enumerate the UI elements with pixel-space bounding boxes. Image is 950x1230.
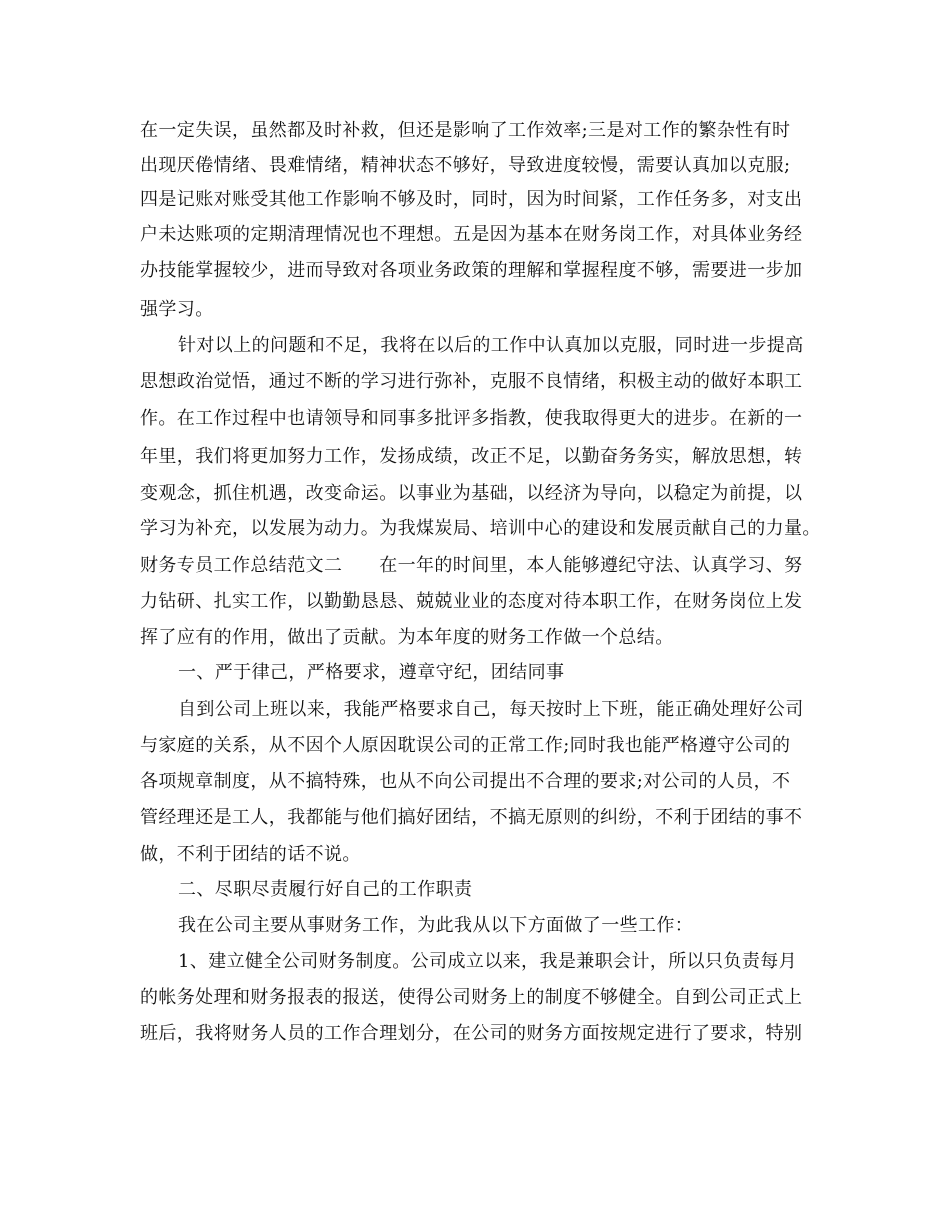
paragraph-start: 自到公司上班以来，我能严格要求自己，每天按时上下班，能正确处理好公司	[178, 699, 804, 720]
text-line: 班后，我将财务人员的工作合理划分，在公司的财务方面按规定进行了要求，特别	[140, 1023, 803, 1044]
text-line: 在一定失误，虽然都及时补救，但还是影响了工作效率;三是对工作的繁杂性有时	[140, 120, 791, 141]
text-line: 户未达账项的定期清理情况也不理想。五是因为基本在财务岗工作，对具体业务经	[140, 224, 803, 245]
text-line: 作。在工作过程中也请领导和同事多批评多指教，使我取得更大的进步。在新的一	[140, 408, 803, 429]
text-line: 强学习。	[140, 299, 214, 320]
text-line: 思想政治觉悟，通过不断的学习进行弥补，克服不良情绪，积极主动的做好本职工	[140, 371, 803, 392]
text-line: 力钻研、扎实工作，以勤勤恳恳、兢兢业业的态度对待本职工作，在财务岗位上发	[140, 591, 803, 612]
text-line: 四是记账对账受其他工作影响不够及时，同时，因为时间紧，工作任务多，对支出	[140, 189, 803, 210]
text-line: 变观念，抓住机遇，改变命运。以事业为基础，以经济为导向，以稳定为前提，以	[140, 483, 803, 504]
text-line: 的帐务处理和财务报表的报送，使得公司财务上的制度不够健全。自到公司正式上	[140, 987, 803, 1008]
paragraph-start: 1、建立健全公司财务制度。公司成立以来，我是兼职会计，所以只负责每月	[178, 951, 798, 972]
text-line: 与家庭的关系，从不因个人原因耽误公司的正常工作;同时我也能严格遵守公司的	[140, 735, 791, 756]
section-heading: 一、严于律己，严格要求，遵章守纪，团结同事	[178, 662, 565, 683]
text-line: 办技能掌握较少，进而导致对各项业务政策的理解和掌握程度不够，需要进一步加	[140, 260, 803, 281]
text-line: 学习为补充，以发展为动力。为我煤炭局、培训中心的建设和发展贡献自己的力量。	[140, 518, 821, 539]
paragraph-start: 针对以上的问题和不足，我将在以后的工作中认真加以克服，同时进一步提高	[178, 335, 804, 356]
text-line: 财务专员工作总结范文二 在一年的时间里，本人能够遵纪守法、认真学习、努	[140, 555, 803, 576]
text-line: 出现厌倦情绪、畏难情绪，精神状态不够好，导致进度较慢，需要认真加以克服;	[140, 155, 791, 176]
paragraph-start: 我在公司主要从事财务工作，为此我从以下方面做了一些工作：	[178, 915, 694, 936]
text-line: 各项规章制度，从不搞特殊，也从不向公司提出不合理的要求;对公司的人员，不	[140, 771, 791, 792]
text-line: 年里，我们将更加努力工作，发扬成绩，改正不足，以勤奋务务实，解放思想，转	[140, 446, 803, 467]
text-line: 做，不利于团结的话不说。	[140, 844, 361, 865]
text-line: 管经理还是工人，我都能与他们搞好团结，不搞无原则的纠纷，不利于团结的事不	[140, 807, 803, 828]
text-line: 挥了应有的作用，做出了贡献。为本年度的财务工作做一个总结。	[140, 627, 674, 648]
section-heading: 二、尽职尽责履行好自己的工作职责	[178, 879, 473, 900]
